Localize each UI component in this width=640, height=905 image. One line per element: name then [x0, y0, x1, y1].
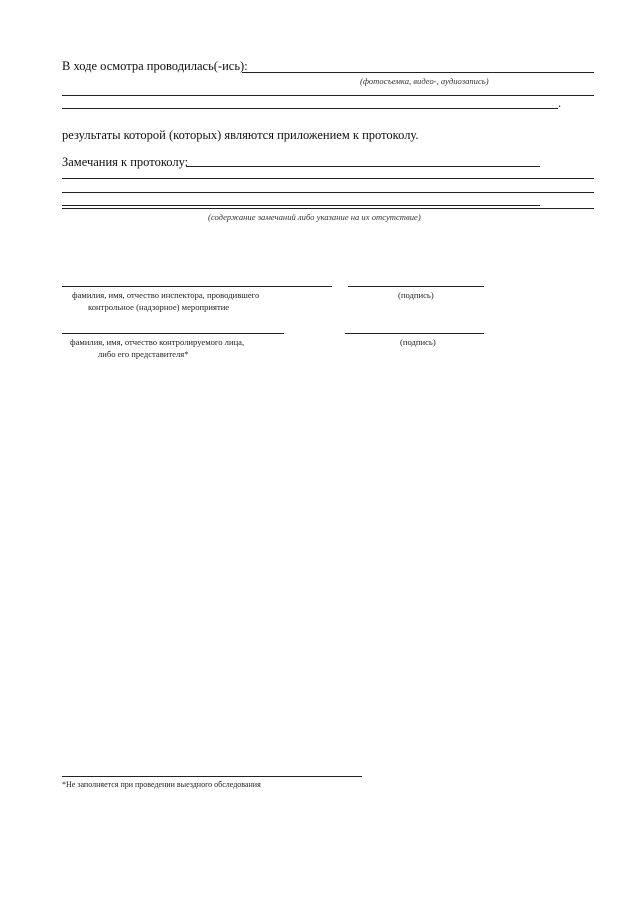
- inspector-name-line[interactable]: [62, 286, 332, 287]
- remarks-fill-line[interactable]: [186, 166, 540, 167]
- controlled-signature-caption: (подпись): [400, 337, 436, 347]
- remarks-fill-line-2[interactable]: [62, 178, 594, 179]
- remarks-caption: (содержание замечаний либо указание на их отсутствие): [208, 212, 421, 222]
- conducted-fill-line-2[interactable]: [62, 95, 594, 96]
- remarks-fill-line-5[interactable]: [62, 208, 594, 209]
- conducted-fill-line[interactable]: [242, 72, 594, 73]
- inspector-signature-caption: (подпись): [398, 290, 434, 300]
- inspector-signature-line[interactable]: [348, 286, 484, 287]
- controlled-name-line[interactable]: [62, 333, 284, 334]
- remarks-fill-line-3[interactable]: [62, 192, 594, 193]
- remarks-fill-line-4[interactable]: [62, 205, 540, 206]
- controlled-caption-line1: фамилия, имя, отчество контролируемого лица,: [70, 337, 245, 347]
- remarks-label: Замечания к протоколу:: [62, 155, 189, 169]
- controlled-signature-line[interactable]: [345, 333, 484, 334]
- footnote-text: *Не заполняется при проведении выездного обследования: [62, 780, 261, 789]
- conducted-period: .: [558, 96, 562, 110]
- conducted-fill-line-3[interactable]: [62, 108, 558, 109]
- controlled-caption-line2: либо его представителя*: [98, 349, 189, 359]
- inspector-caption-line2: контрольное (надзорное) мероприятие: [88, 302, 230, 312]
- inspector-caption-line1: фамилия, имя, отчество инспектора, проводившего: [72, 290, 260, 300]
- conducted-caption: (фотосъемка, видео-, аудиозапись): [360, 76, 489, 86]
- conducted-label: В ходе осмотра проводилась(-ись):: [62, 59, 248, 73]
- footnote-divider: [62, 776, 362, 777]
- results-text: результаты которой (которых) являются приложением к протоколу.: [62, 128, 419, 142]
